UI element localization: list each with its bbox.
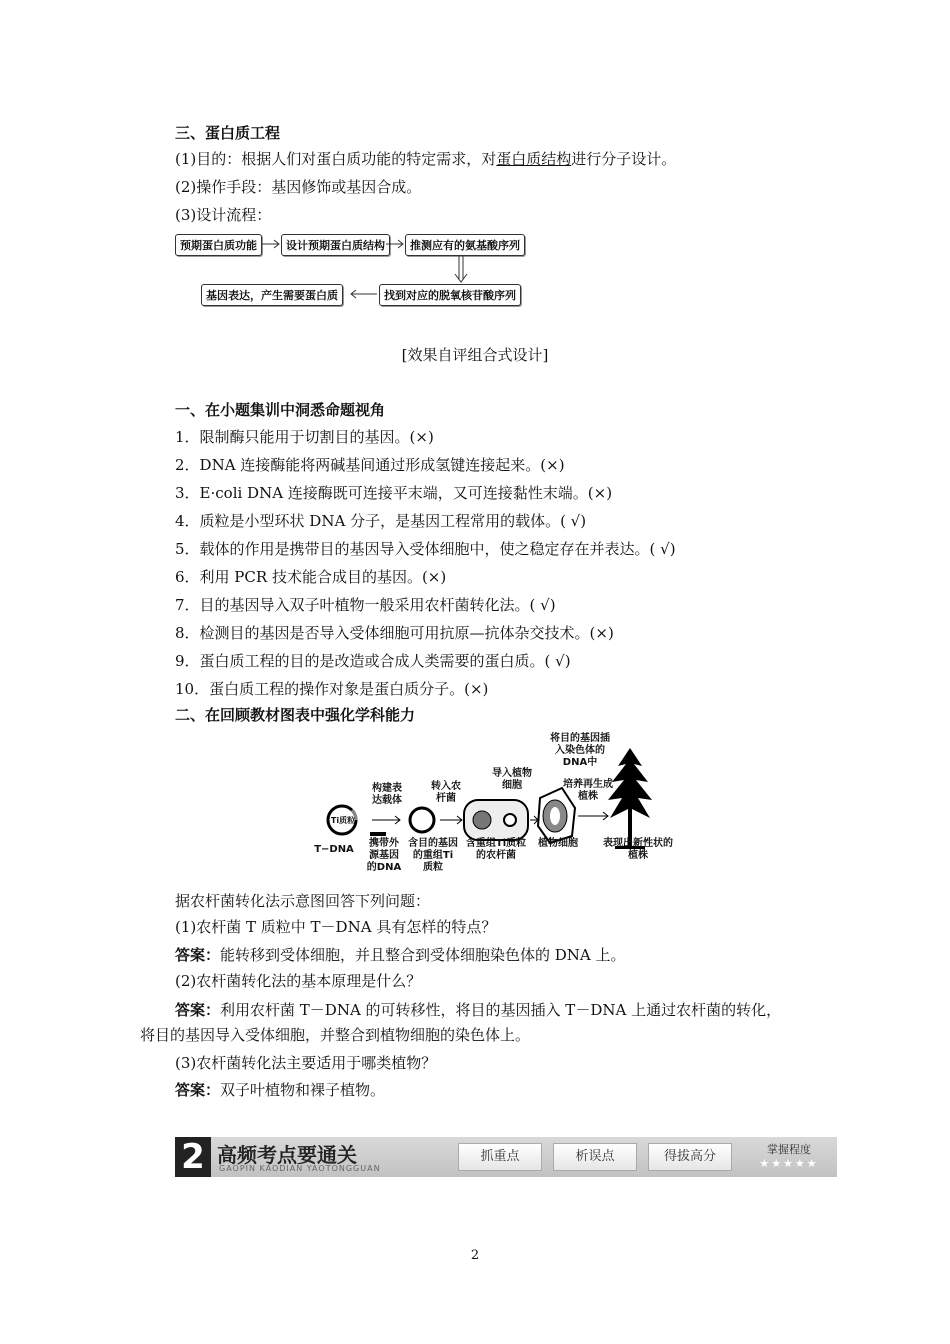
answer-3: 答案：双子叶植物和裸子植物。 [175,1081,386,1099]
answer-2: 答案：利用农杆菌 T－DNA 的可转移性，将目的基因插入 T－DNA 上通过农杆菌的转化， [175,1001,782,1019]
quiz-item-7: 7．目的基因导入双子叶植物一般采用农杆菌转化法。( √) [175,596,556,614]
quiz-item-8: 8．检测目的基因是否导入受体细胞可用抗原—抗体杂交技术。(×) [175,624,614,642]
diagram-intro: 据农杆菌转化法示意图回答下列问题： [175,892,431,910]
section3-flow-title: (3)设计流程： [175,206,272,224]
import-label: 导入植物细胞 [492,768,532,791]
agrobacterium-label: 含重组Ti质粒的农杆菌 [465,838,527,861]
advanced-button[interactable]: 得拔高分 [648,1143,732,1171]
construct-label: 构建表达载体 [372,783,402,806]
banner-subtitle: GAOPIN KAODIAN YAOTONGGUAN [219,1164,381,1173]
arrow-1-2 [262,240,279,248]
banner-number: 2 [175,1137,211,1177]
insert-label: 将目的基因插入染色体的DNA中 [550,733,610,768]
question-2: (2)农杆菌转化法的基本原理是什么？ [175,972,422,990]
transfer-label: 转入农杆菌 [431,781,461,804]
question-3: (3)农杆菌转化法主要适用于哪类植物？ [175,1054,437,1072]
plant-cell-label: 植物细胞 [538,838,578,849]
quiz-item-2: 2．DNA 连接酶能将两碱基间通过形成氢键连接起来。(×) [175,456,565,474]
flow-step-5: 基因表达，产生需要蛋白质 [201,284,343,306]
section-banner [175,1137,837,1177]
section3-purpose: (1)目的：根据人们对蛋白质功能的特定需求，对蛋白质结构进行分子设计。 [175,150,677,168]
ti-plasmid-label: Ti质粒 [330,816,356,825]
quiz-item-3: 3．E·coli DNA 连接酶既可连接平末端，又可连接黏性末端。(×) [175,484,613,502]
protein-structure-underlined: 蛋白质结构 [496,150,572,168]
recombinant-label: 含目的基因的重组Ti质粒 [408,838,458,873]
section3-heading: 三、蛋白质工程 [175,124,281,142]
answer-1: 答案：能转移到受体细胞，并且整合到受体细胞染色体的 DNA 上。 [175,946,626,964]
new-plant-icon [608,748,652,849]
answer-2-continued: 将目的基因导入受体细胞，并整合到植物细胞的染色体上。 [140,1026,531,1044]
part1-heading: 一、在小题集训中洞悉命题视角 [175,401,386,419]
quiz-item-5: 5．载体的作用是携带目的基因导入受体细胞中，使之稳定存在并表达。( √) [175,540,676,558]
flow-step-1: 预期蛋白质功能 [175,234,262,256]
arrow-4-5 [351,290,377,298]
recombinant-plasmid-icon [410,808,434,832]
mastery-label: 掌握程度 [767,1143,811,1156]
result-label: 表现出新性状的植株 [603,838,673,861]
mastery-stars[interactable]: ★★★★★ [759,1157,819,1170]
quiz-item-10: 10．蛋白质工程的操作对象是蛋白质分子。(×) [175,680,489,698]
quiz-item-4: 4．质粒是小型环状 DNA 分子，是基因工程常用的载体。( √) [175,512,587,530]
question-1: (1)农杆菌 T 质粒中 T－DNA 具有怎样的特点？ [175,918,497,936]
part2-heading: 二、在回顾教材图表中强化学科能力 [175,706,416,724]
chromosome-blob-icon [473,811,491,829]
flow-step-3: 推测应有的氨基酸序列 [405,234,525,256]
section3-method: (2)操作手段：基因修饰或基因合成。 [175,178,422,196]
arrow-import [530,816,538,824]
foreign-dna-label: 携带外源基因的DNA [366,838,402,873]
arrow-3-4 [455,255,467,282]
page-number: 2 [470,1248,480,1263]
culture-label: 培养再生成植株 [563,779,613,802]
banner-title: 高频考点要通关 [217,1143,357,1167]
arrow-transfer [440,816,462,824]
arrow-culture [578,812,608,820]
arrow-2-3 [386,240,403,248]
flow-step-2: 设计预期蛋白质结构 [281,234,390,256]
key-points-button[interactable]: 抓重点 [458,1143,542,1171]
tdna-label: T−DNA [314,844,354,855]
mistakes-button[interactable]: 析误点 [553,1143,637,1171]
quiz-item-6: 6．利用 PCR 技术能合成目的基因。(×) [175,568,447,586]
quiz-item-9: 9．蛋白质工程的目的是改造或合成人类需要的蛋白质。( √) [175,652,571,670]
arrow-construct [372,816,400,824]
flow-step-4: 找到对应的脱氧核苷酸序列 [379,284,521,306]
self-eval-title: [效果自评组合式设计] [401,346,549,364]
quiz-item-1: 1．限制酶只能用于切割目的基因。(×) [175,428,434,446]
flow-arrows [0,0,950,320]
foreign-dna-icon [370,832,386,836]
